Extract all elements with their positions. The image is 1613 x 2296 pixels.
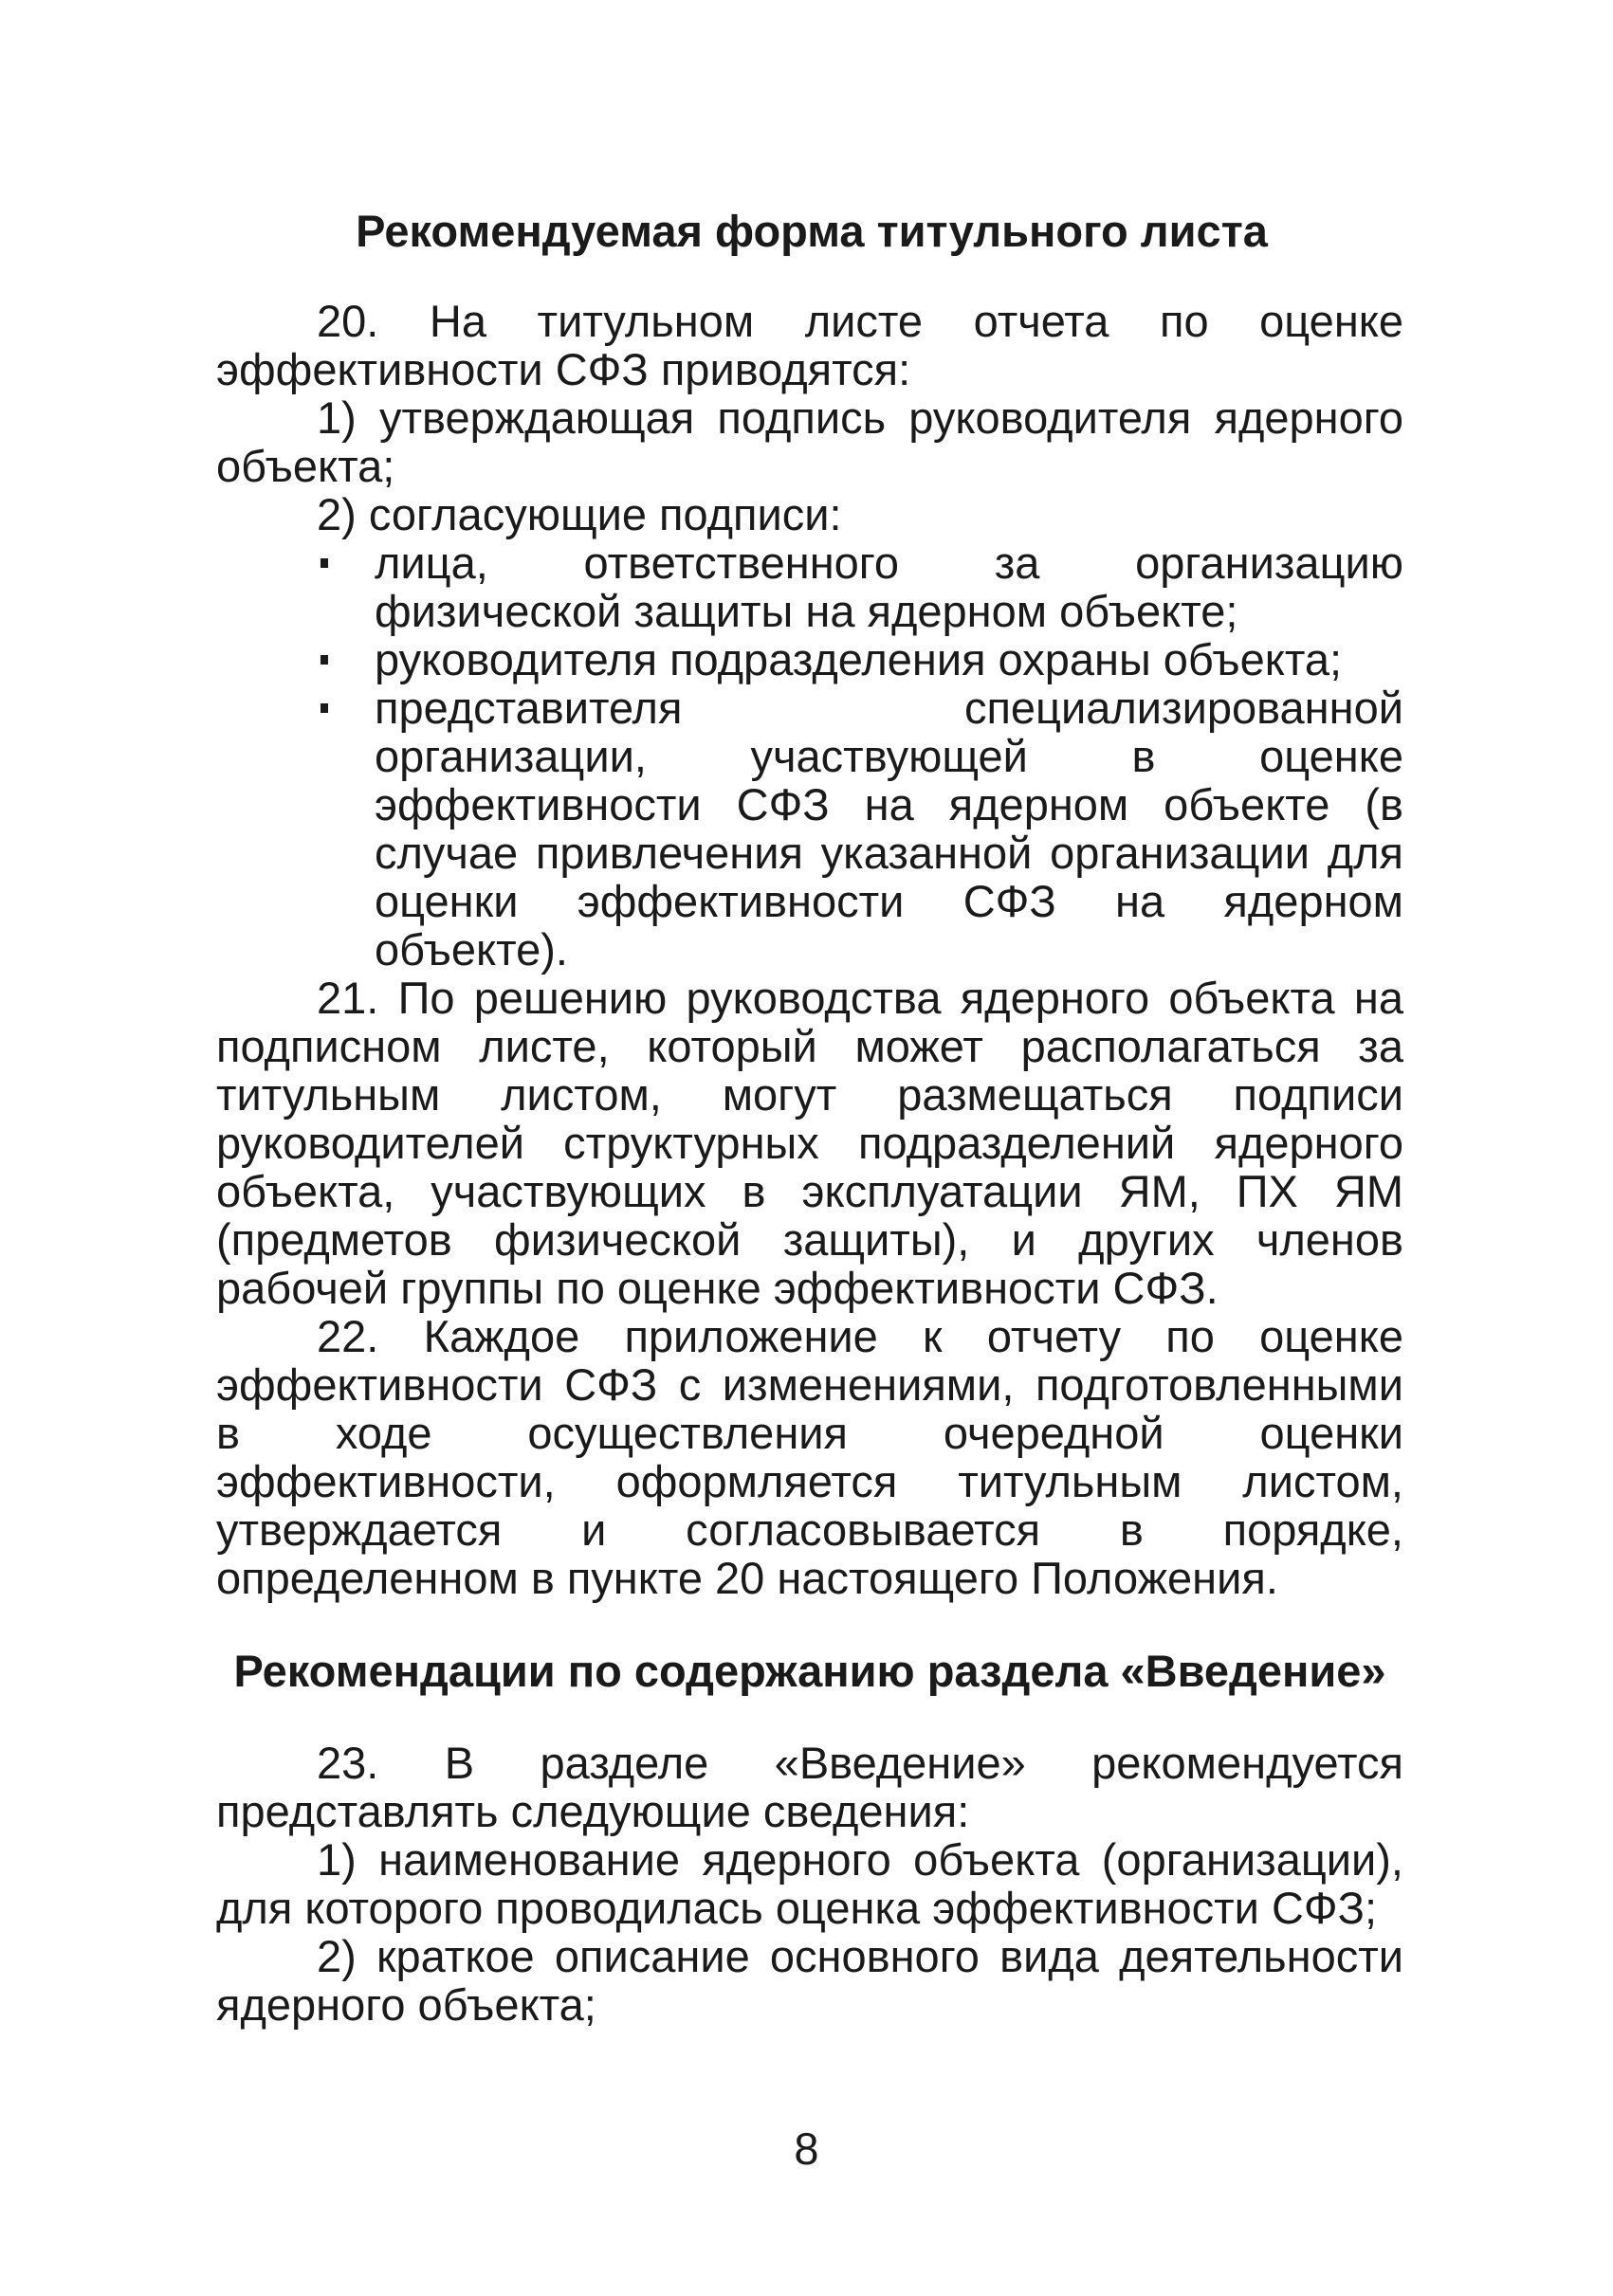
list-item-text: представителя специализированной организации, участвующей в оценке эффективности СФЗ на ядерном объекте (в случае привлечения указанной организации для оценки эффективности СФЗ на ядерном объекте). [375, 683, 1403, 975]
list-item-text: лица, ответственного за организацию физической защиты на ядерном объекте; [375, 538, 1403, 636]
list-item [216, 683, 1403, 974]
bullet-icon [321, 703, 328, 713]
document-page [216, 207, 1403, 2029]
bullet-icon [321, 558, 328, 568]
page-number: 8 [794, 2123, 819, 2174]
paragraph-23-item-2: 2) краткое описание основного вида деятельности ядерного объекта; [216, 1931, 1403, 2030]
paragraph-20-item-2: 2) согласующие подписи: [317, 489, 842, 539]
list-item [216, 538, 1403, 635]
paragraph-20-item-1: 1) утверждающая подпись руководителя ядерного объекта; [216, 392, 1403, 491]
section-heading-introduction: Рекомендации по содержанию раздела «Введение» [233, 1646, 1386, 1696]
paragraph-20: 20. На титульном листе отчета по оценке эффективности СФЗ приводятся: [216, 296, 1403, 394]
paragraph-23-item-1: 1) наименование ядерного объекта (организации), для которого проводилась оценка эффективности СФЗ; [216, 1834, 1403, 1933]
paragraph-22: 22. Каждое приложение к отчету по оценке эффективности СФЗ с изменениями, подготовленными в ходе осуществления очередной оценки эффективности, оформляется титульным листом, утверждается и согласовывается в порядке, определенном в пункте 20 настоящего Положения. [216, 1311, 1403, 1603]
section-heading-title-page-form: Рекомендуемая форма титульного листа [356, 206, 1268, 256]
approval-signatures-list [216, 538, 1403, 974]
list-item-text: руководителя подразделения охраны объекта; [375, 634, 1343, 684]
paragraph-21: 21. По решению руководства ядерного объекта на подписном листе, который может располагаться за титульным листом, могут размещаться подписи руководителей структурных подразделений ядерного объекта, участвующих в эксплуатации ЯМ, ПХ ЯМ (предметов физической защиты), и других членов рабочей группы по оценке эффективности СФЗ. [216, 973, 1403, 1313]
list-item [216, 635, 1403, 683]
bullet-icon [321, 655, 328, 665]
paragraph-23: 23. В разделе «Введение» рекомендуется представлять следующие сведения: [216, 1738, 1403, 1836]
